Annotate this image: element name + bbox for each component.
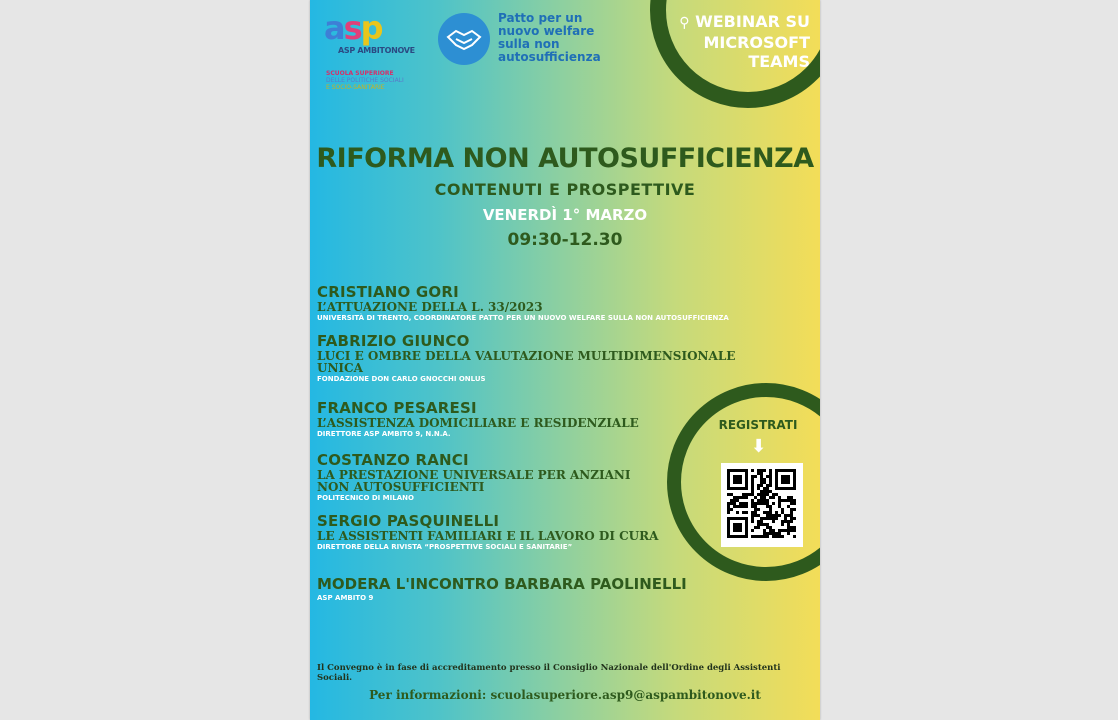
speaker-item xyxy=(317,451,677,504)
speaker-talk: LE ASSISTENTI FAMILIARI E IL LAVORO DI CURA xyxy=(317,529,659,543)
scuola-line-3: E SOCIO-SANITARIE xyxy=(326,84,385,91)
handshake-glyph xyxy=(446,25,482,53)
speaker-affiliation: DIRETTORE DELLA RIVISTA “PROSPETTIVE SOCIALI E SANITARIE” xyxy=(317,543,573,551)
moderator-affiliation: ASP AMBITO 9 xyxy=(317,594,374,602)
moderator-block xyxy=(317,575,687,604)
arrow-down-icon: ⬇ xyxy=(751,436,767,457)
speaker-affiliation: POLITECNICO DI MILANO xyxy=(317,494,414,502)
speaker-talk: L’ATTUAZIONE DELLA L. 33/2023 xyxy=(317,300,543,314)
contact-info: Per informazioni: scuolasuperiore.asp9@aspambitonove.it xyxy=(369,688,761,702)
webinar-text: WEBINAR SU MICROSOFT TEAMS xyxy=(695,12,810,71)
speaker-name: SERGIO PASQUINELLI xyxy=(317,512,500,530)
scuola-line-2: DELLE POLITICHE SOCIALI xyxy=(326,77,404,84)
speaker-item xyxy=(317,399,677,440)
asp-ambitonove-logo xyxy=(324,10,426,92)
qr-code-pattern xyxy=(727,469,797,541)
qr-code-icon[interactable] xyxy=(721,463,803,547)
asp-logo-caption: ASP AMBITONOVE xyxy=(338,46,415,55)
moderator-name: MODERA L'INCONTRO BARBARA PAOLINELLI xyxy=(317,575,687,593)
accreditation-note: Il Convegno è in fase di accreditamento presso il Consiglio Nazionale dell'Ordine degli Assistenti Sociali. xyxy=(317,663,781,683)
speaker-item xyxy=(317,332,736,385)
speaker-affiliation: FONDAZIONE DON CARLO GNOCCHI ONLUS xyxy=(317,375,486,383)
speaker-name: FRANCO PESARESI xyxy=(317,399,477,417)
scuola-line-1: SCUOLA SUPERIORE xyxy=(326,70,394,77)
event-time: 09:30-12.30 xyxy=(507,230,623,250)
speaker-affiliation: DIRETTORE ASP AMBITO 9, N.N.A. xyxy=(317,430,451,438)
event-poster xyxy=(310,0,820,720)
speaker-talk: LA PRESTAZIONE UNIVERSALE PER ANZIANI NON AUTOSUFFICIENTI xyxy=(317,468,631,494)
speaker-affiliation: UNIVERSITÀ DI TRENTO, COORDINATORE PATTO PER UN NUOVO WELFARE SULLA NON AUTOSUFFICIENZA xyxy=(317,314,729,322)
speaker-name: FABRIZIO GIUNCO xyxy=(317,332,470,350)
speaker-talk: LUCI E OMBRE DELLA VALUTAZIONE MULTIDIMENSIONALE UNICA xyxy=(317,349,736,375)
speaker-name: COSTANZO RANCI xyxy=(317,451,469,469)
event-date: VENERDÌ 1° MARZO xyxy=(482,206,648,224)
event-subtitle: CONTENUTI E PROSPETTIVE xyxy=(434,180,696,199)
register-label: REGISTRATI xyxy=(718,418,798,432)
handshake-icon xyxy=(438,13,490,65)
event-title: RIFORMA NON AUTOSUFFICIENZA xyxy=(316,143,814,174)
speaker-item xyxy=(317,512,677,553)
location-pin-icon: ⚲ xyxy=(679,15,690,31)
speaker-item xyxy=(317,283,729,324)
speaker-name: CRISTIANO GORI xyxy=(317,283,459,301)
speaker-talk: L’ASSISTENZA DOMICILIARE E RESIDENZIALE xyxy=(317,416,639,430)
asp-logo-letters: asp xyxy=(324,9,382,47)
scuola-superiore-label xyxy=(326,70,436,91)
patto-logo-text: Patto per un nuovo welfare sulla non autosufficienza xyxy=(498,11,601,64)
webinar-badge xyxy=(640,12,810,71)
speaker-list xyxy=(317,283,736,553)
